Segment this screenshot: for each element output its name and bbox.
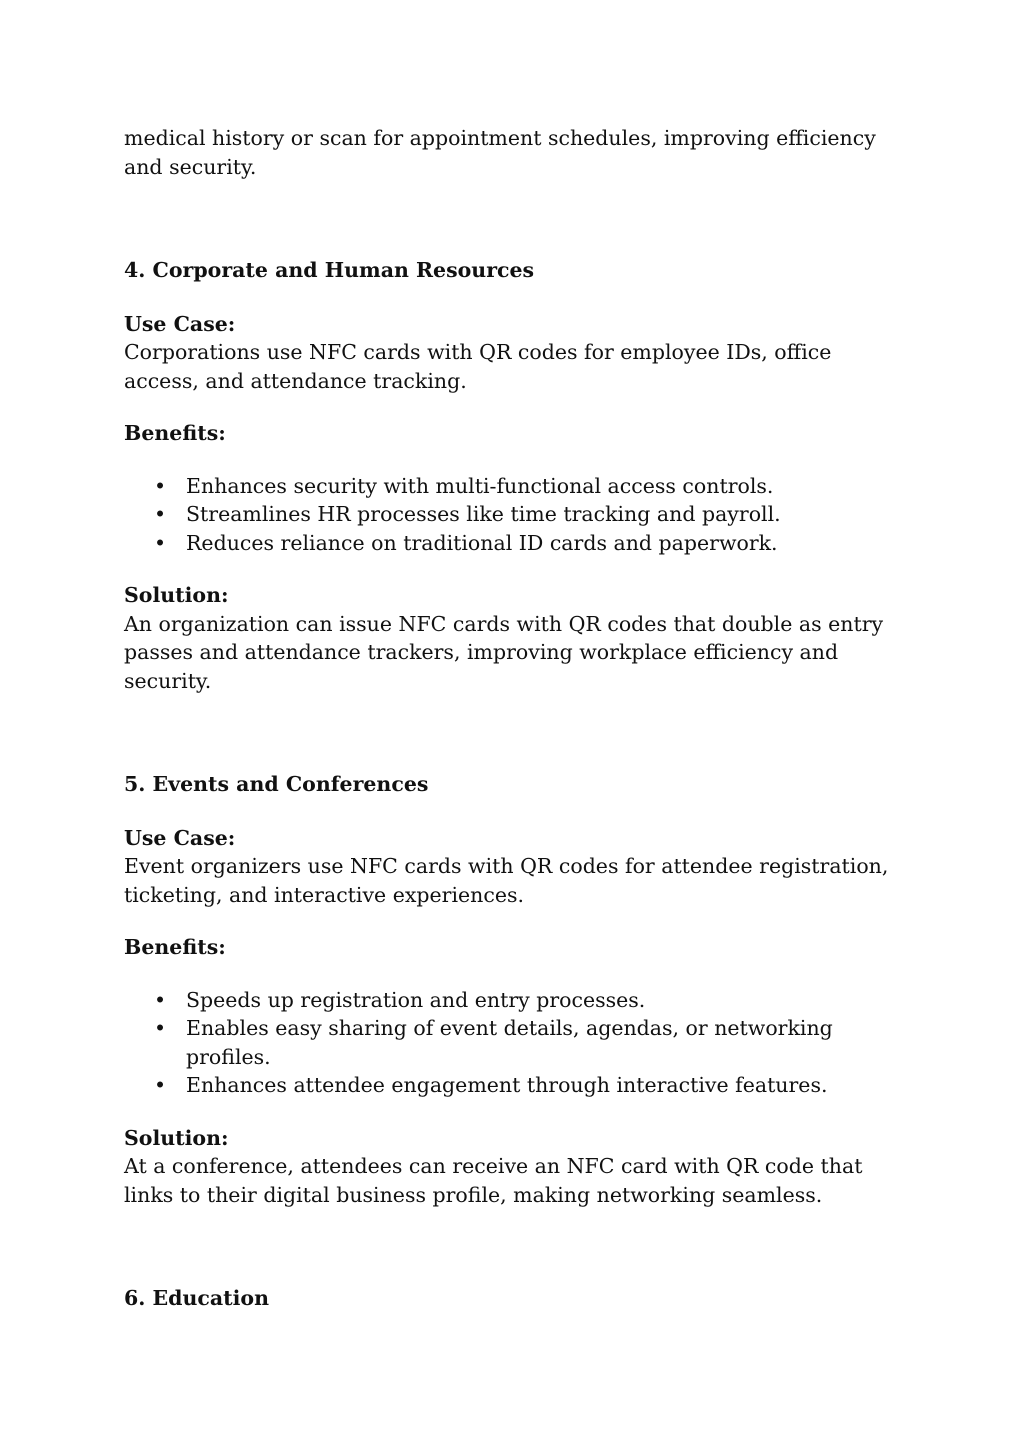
intro-paragraph: medical history or scan for appointment schedules, improving efficiency and security.	[124, 126, 876, 179]
solution-label: Solution:	[124, 583, 229, 607]
solution-text: An organization can issue NFC cards with QR codes that double as entry passes and attendance trackers, improving workplace efficiency and security.	[124, 611, 884, 693]
benefit-item: • Speeds up registration and entry processes.	[124, 986, 904, 1015]
section-events-conferences	[124, 770, 904, 1209]
benefits-label: Benefits:	[124, 421, 226, 445]
document-page	[124, 124, 904, 1338]
use-case-text: Event organizers use NFC cards with QR codes for attendee registration, ticketing, and interactive experiences.	[124, 854, 889, 907]
benefit-item: • Streamlines HR processes like time tracking and payroll.	[124, 500, 904, 529]
section-education	[124, 1284, 904, 1313]
benefit-item: • Enables easy sharing of event details, agendas, or networking profiles.	[124, 1014, 904, 1071]
use-case-label: Use Case:	[124, 825, 236, 850]
section-heading: 5. Events and Conferences	[124, 772, 429, 796]
solution-label: Solution:	[124, 1125, 229, 1150]
section-heading: 6. Education	[124, 1286, 270, 1310]
benefits-list	[124, 986, 904, 1100]
section-heading: 4. Corporate and Human Resources	[124, 258, 535, 282]
section-corporate-hr	[124, 256, 904, 695]
benefit-item: • Reduces reliance on traditional ID cards and paperwork.	[124, 529, 904, 558]
benefit-item: • Enhances attendee engagement through interactive features.	[124, 1071, 904, 1100]
solution-text: At a conference, attendees can receive an NFC card with QR code that links to their digital business profile, making networking seamless.	[124, 1154, 863, 1207]
use-case-text: Corporations use NFC cards with QR codes for employee IDs, office access, and attendance tracking.	[124, 340, 832, 393]
benefits-label: Benefits:	[124, 935, 226, 959]
use-case-label: Use Case:	[124, 311, 236, 336]
benefits-list	[124, 472, 904, 558]
benefit-item: • Enhances security with multi-functional access controls.	[124, 472, 904, 501]
